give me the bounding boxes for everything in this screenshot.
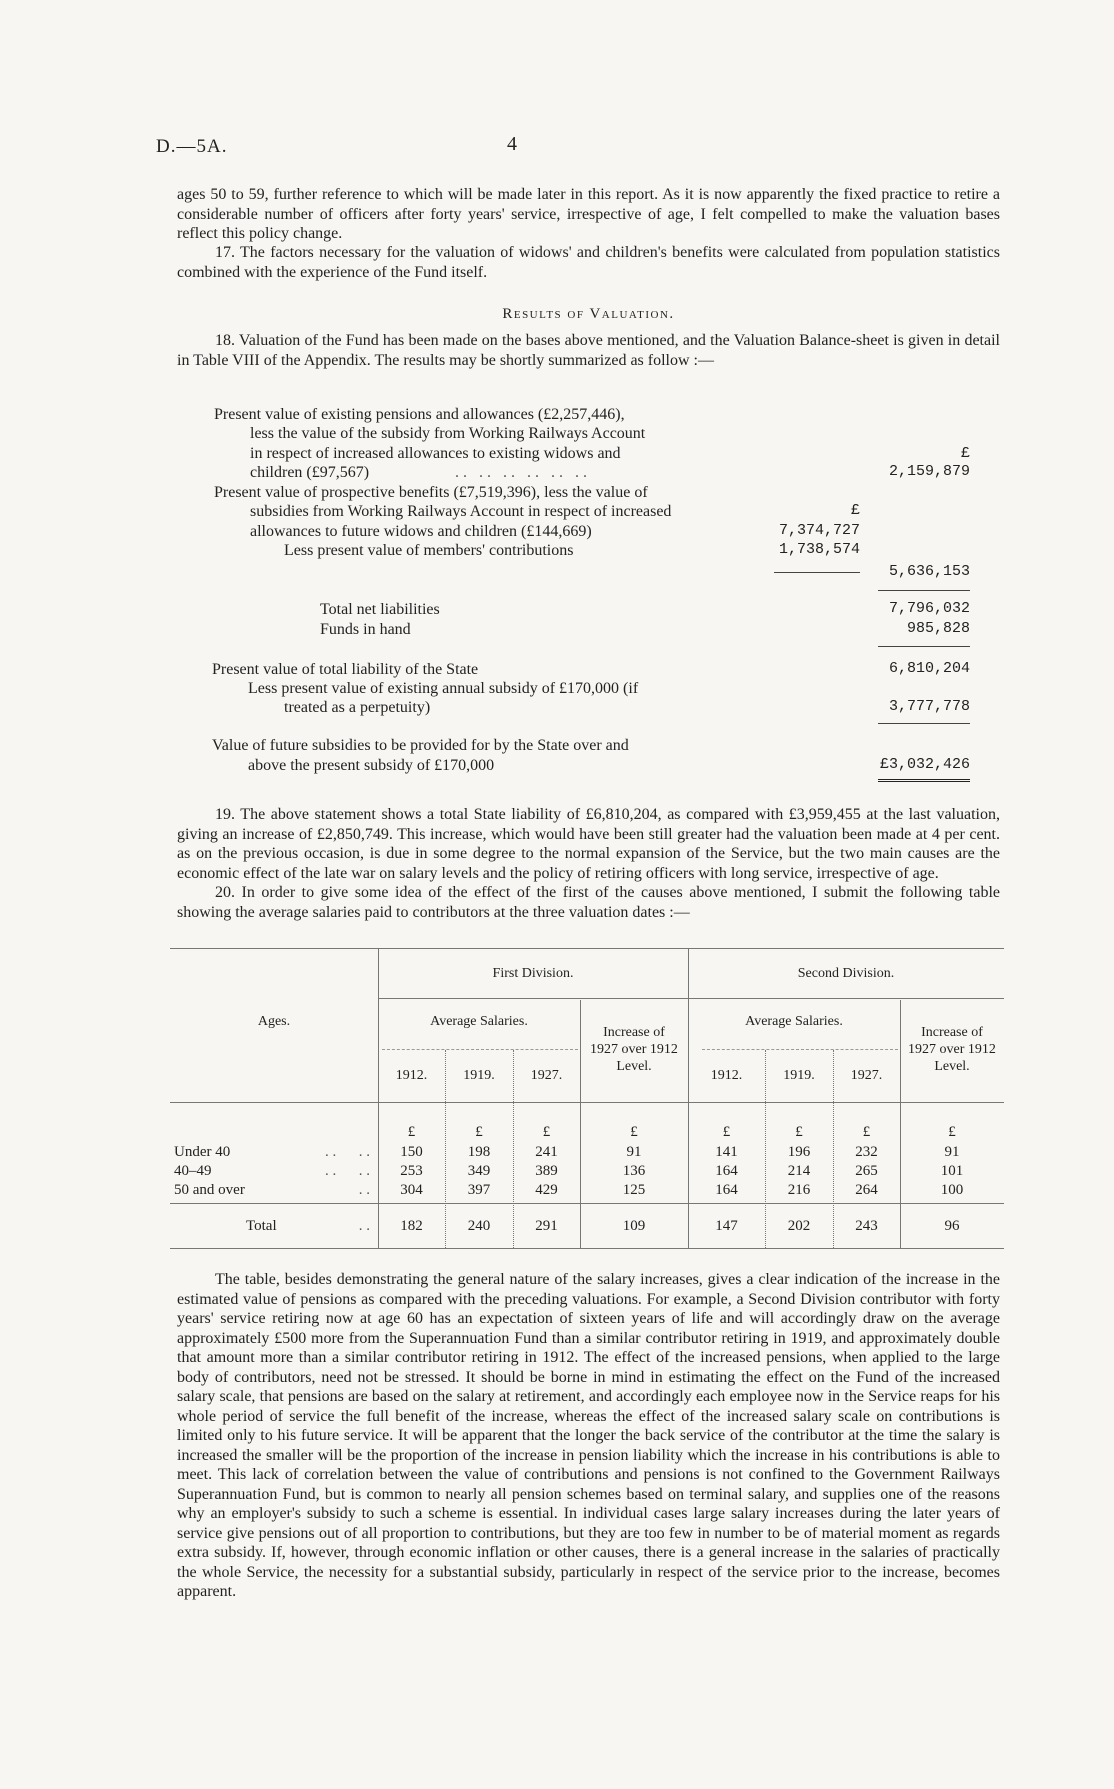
fd-increase-header xyxy=(580,1024,688,1075)
subsidy-line1: Less present value of existing annual subsidy of £170,000 (if xyxy=(248,680,639,697)
future-subsidies-value: £3,032,426 xyxy=(879,756,970,773)
table-top-rule xyxy=(170,948,1004,949)
fd-avg-salaries-header: Average Salaries. xyxy=(430,1014,528,1029)
difference-rule xyxy=(878,646,970,647)
table-bottom-rule xyxy=(170,1248,1004,1249)
currency-sign: £ xyxy=(795,1124,803,1140)
state-liability-value: 6,810,204 xyxy=(888,660,970,677)
fd-increase-value: 125 xyxy=(622,1182,646,1198)
total-net-value: 7,796,032 xyxy=(888,600,970,617)
sd-increase-value: 91 xyxy=(944,1144,960,1160)
fd-1927-value: 389 xyxy=(535,1163,558,1179)
age-leader: . . xyxy=(358,1182,370,1198)
sd-1912-value: 164 xyxy=(715,1163,738,1179)
salary-table xyxy=(170,948,1004,1249)
fd-1912-total: 182 xyxy=(400,1218,423,1234)
sd-increase-header xyxy=(900,1024,1004,1075)
division-split-rule xyxy=(688,948,689,1248)
item2-line3: allowances to future widows and children (£144,669) xyxy=(250,523,592,540)
sd-1927-value: 264 xyxy=(855,1182,878,1198)
age-leader: . . . . xyxy=(325,1144,370,1160)
item2-line2: subsidies from Working Railways Account in respect of increased xyxy=(250,503,672,520)
fd-1919-value: 349 xyxy=(467,1163,491,1179)
future-subsidies-line2: above the present subsidy of £170,000 xyxy=(248,757,495,774)
net-rule xyxy=(878,723,970,724)
total-rule xyxy=(878,590,970,591)
division-rule xyxy=(378,998,1004,999)
sd-1912-value: 164 xyxy=(715,1182,738,1198)
total-leader: . . xyxy=(358,1218,370,1234)
sd-year-1912: 1912. xyxy=(710,1068,743,1083)
table-total-rule xyxy=(170,1203,1004,1204)
ages-column-rule xyxy=(378,948,379,1248)
currency-sign: £ xyxy=(862,1124,871,1140)
fd-1912-value: 150 xyxy=(400,1144,423,1160)
sd-year-1927: 1927. xyxy=(850,1068,883,1083)
age-label: Under 40 xyxy=(174,1144,231,1160)
section-heading: Results of Valuation. xyxy=(502,306,675,322)
fd-1919-value: 198 xyxy=(467,1144,491,1160)
less-contributions-label: Less present value of members' contributions xyxy=(284,542,574,559)
sd-1912-value: 141 xyxy=(715,1144,738,1160)
less-contributions-value: 1,738,574 xyxy=(778,541,860,558)
paragraph-19: 19. The above statement shows a total State liability of £6,810,204, as compared with £3,959,455 at the last valuation, giving an increase of £2,850,749. This increase, which would have been still greater had the valuation been made at 4 per cent. as on the previous occasion, is due in some degree to the normal expansion of the Service, but the two main causes are the economic effect of the late war on salary levels and the policy of retiring officers with long service, irrespective of age. xyxy=(177,806,1000,882)
fd-increase-value: 91 xyxy=(626,1144,642,1160)
item2-net-value: 5,636,153 xyxy=(888,563,970,580)
document-reference: D.—5A. xyxy=(156,136,228,157)
age-label: 40–49 xyxy=(174,1163,212,1179)
paragraph-20: 20. In order to give some idea of the effect of the first of the causes above mentioned, I submit the following table showing the average salaries paid to contributors at the three valuation dates :— xyxy=(177,884,1000,921)
item2-currency: £ xyxy=(850,502,860,519)
paragraph-17: 17. The factors necessary for the valuation of widows' and children's benefits were calculated from population statistics combined with the experience of the Fund itself. xyxy=(177,244,1000,281)
sd-increase-line2: 1927 over 1912 xyxy=(908,1042,996,1057)
fd-year-1927: 1927. xyxy=(530,1068,563,1083)
sd-increase-line1: Increase of xyxy=(921,1025,983,1040)
subsidy-line2: treated as a perpetuity) xyxy=(284,699,431,716)
sd-increase-total: 96 xyxy=(944,1218,960,1234)
item1-line2: less the value of the subsidy from Working Railways Account xyxy=(250,425,646,442)
sd-increase-value: 100 xyxy=(940,1182,964,1198)
currency-sign: £ xyxy=(630,1124,638,1140)
currency-sign: £ xyxy=(407,1124,416,1140)
state-liability-label: Present value of total liability of the State xyxy=(212,661,479,678)
final-double-rule xyxy=(878,779,970,782)
fd-year-1912: 1912. xyxy=(395,1068,428,1083)
sd-1927-value: 232 xyxy=(855,1144,878,1160)
fd-years-rule xyxy=(382,1049,578,1050)
total-label: Total xyxy=(246,1218,277,1234)
fd-1927-value: 241 xyxy=(535,1144,558,1160)
currency-sign: £ xyxy=(542,1124,551,1140)
fd-1927-value: 429 xyxy=(535,1182,558,1198)
currency-sign: £ xyxy=(948,1124,956,1140)
fd-1912-value: 253 xyxy=(400,1163,423,1179)
future-subsidies-line1: Value of future subsidies to be provided for by the State over and xyxy=(212,737,629,754)
sd-year-1919: 1919. xyxy=(783,1068,815,1083)
ages-header: Ages. xyxy=(257,1014,291,1029)
fd-1927-total: 291 xyxy=(535,1218,558,1234)
item1-currency: £ xyxy=(960,445,970,462)
currency-sign: £ xyxy=(722,1124,731,1140)
currency-sign: £ xyxy=(475,1124,483,1140)
fd-increase-line2: 1927 over 1912 xyxy=(590,1042,678,1057)
sd-1919-total: 202 xyxy=(787,1218,811,1234)
fd-1919-total: 240 xyxy=(467,1218,491,1234)
sd-1919-value: 216 xyxy=(787,1182,811,1198)
sd-1919-value: 196 xyxy=(787,1144,811,1160)
fd-increase-value: 136 xyxy=(622,1163,646,1179)
item1-line4: children (£97,567) xyxy=(250,464,370,481)
table-header-rule xyxy=(170,1102,1004,1103)
fd-increase-line1: Increase of xyxy=(603,1025,665,1040)
subtotal-rule xyxy=(774,572,860,573)
total-net-label: Total net liabilities xyxy=(320,601,440,618)
fd-increase-line3: Level. xyxy=(616,1059,652,1074)
sd-increase-line3: Level. xyxy=(934,1059,970,1074)
item1-value: 2,159,879 xyxy=(888,463,970,480)
sd-1912-total: 147 xyxy=(715,1218,738,1234)
paragraph-18: 18. Valuation of the Fund has been made on the bases above mentioned, and the Valuation Balance-sheet is given in detail in Table VIII of the Appendix. The results may be shortly summarized as follow :— xyxy=(177,332,1000,369)
sd-years-rule xyxy=(702,1049,898,1050)
fd-1919-value: 397 xyxy=(467,1182,491,1198)
paragraph-16-continued: ages 50 to 59, further reference to which will be made later in this report. As it is now apparently the fixed practice to retire a considerable number of officers after forty years' service, irrespective of age, I felt compelled to make the valuation bases reflect this policy change. xyxy=(177,186,1000,242)
valuation-statement xyxy=(0,0,1114,800)
sd-increase-value: 101 xyxy=(940,1163,964,1179)
paragraph-table-discussion: The table, besides demonstrating the general nature of the salary increases, gives a clear indication of the increase in the estimated value of pensions as compared with the preceding valuations. For example, a Second Division contributor with forty years' service retiring now at age 60 has an expectation of sixteen years of life and will accordingly draw on the average approximately £500 more from the Superannuation Fund than a similar contributor retiring in 1919, and approximately double that amount more than a similar contributor retiring in 1912. The effect of the increased pensions, when applied to the large body of contributors, need not be stressed. It should be borne in mind in estimating the effect on the Fund of the increased salary scale, that pensions are based on the salary at retirement, and accordingly each employee now in the Service reaps for his whole period of service the full benefit of the increase, whereas the effect of the increased salary scale on contributions is limited only to his future service. It will be apparent that the longer the back service of the contributor at the time the salary is increased the smaller will be the proportion of the increase in pension liability which the increase in his contributions is able to meet. This lack of correlation between the value of contributions and pensions is not confined to the Government Railways Superannuation Fund, but is common to nearly all pension schemes based on terminal salary, and supplies one of the reasons why an employer's subsidy to such a scheme is essential. In individual cases large salary increases during the later years of service give pensions out of all proportion to contributions, but they are too few in number to be of material moment as regards extra subsidy. If, however, through economic inflation or other causes, there is a general increase in the salaries of practically the whole Service, the necessity for a substantial subsidy, particularly in respect of the service prior to the increase, becomes apparent. xyxy=(177,1271,1000,1600)
age-label: 50 and over xyxy=(174,1182,245,1198)
fd-increase-total: 109 xyxy=(622,1218,646,1234)
sd-1919-value: 214 xyxy=(787,1163,811,1179)
item1-line3: in respect of increased allowances to existing widows and xyxy=(250,445,621,462)
sd-1927-total: 243 xyxy=(855,1218,878,1234)
item2-line1: Present value of prospective benefits (£7,519,396), less the value of xyxy=(214,484,648,501)
item1-leader: . . . . . . . . . . . . xyxy=(455,464,587,481)
fd-1912-value: 304 xyxy=(400,1182,423,1198)
sd-avg-salaries-header: Average Salaries. xyxy=(745,1014,843,1029)
first-division-header: First Division. xyxy=(492,966,574,981)
funds-label: Funds in hand xyxy=(320,621,411,638)
subsidy-value: 3,777,778 xyxy=(888,698,970,715)
sd-1927-value: 265 xyxy=(855,1163,878,1179)
item1-line1: Present value of existing pensions and allowances (£2,257,446), xyxy=(214,406,625,423)
funds-value: 985,828 xyxy=(906,620,970,637)
page-number: 4 xyxy=(507,133,517,155)
item2-value: 7,374,727 xyxy=(778,522,860,539)
age-leader: . . . . xyxy=(325,1163,370,1179)
fd-year-1919: 1919. xyxy=(463,1068,495,1083)
second-division-header: Second Division. xyxy=(797,966,895,981)
